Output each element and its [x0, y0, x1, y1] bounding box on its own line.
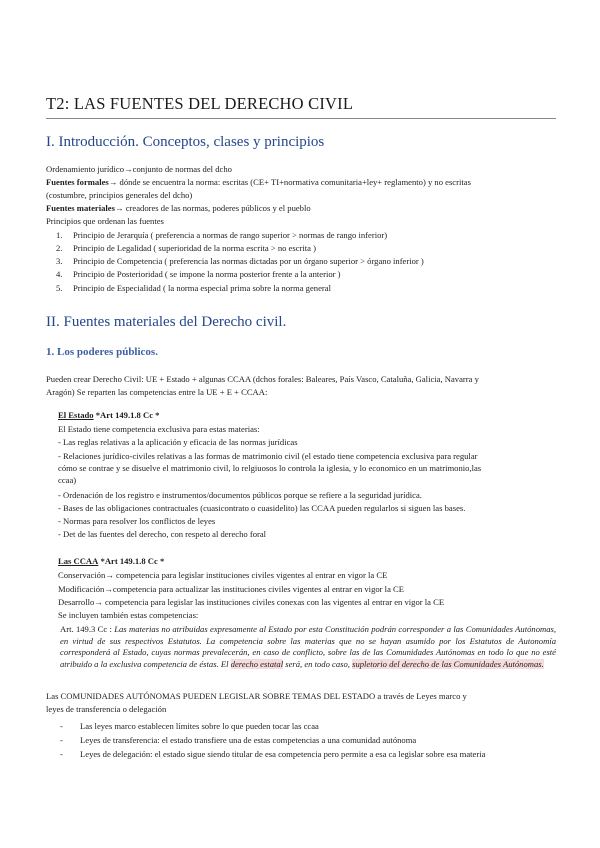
list-number: 5. — [56, 283, 63, 293]
quote-highlight: supletorio del derecho de las Comunidades Autónomas. — [352, 658, 544, 669]
estado-ref: *Art 149.1.8 Cc * — [95, 410, 160, 420]
intro-text-cont: Aragón) Se reparten las competencias entre la UE + E + CCAA: — [46, 387, 268, 397]
list-item: Principio de Legalidad ( superioridad de la norma escrita > no escrita ) — [73, 243, 316, 253]
estado-heading — [58, 410, 159, 420]
dash-bullet: - — [60, 735, 63, 745]
ordenamiento-text: Ordenamiento jurídico→conjunto de normas del dcho — [46, 164, 232, 174]
section-heading-fuentes: II. Fuentes materiales del Derecho civil. — [46, 314, 287, 330]
estado-item: - Normas para resolver los conflictos de leyes — [58, 516, 216, 526]
list-number: 1. — [56, 230, 63, 240]
fuentes-formales-line — [46, 177, 556, 188]
list-number: 2. — [56, 243, 63, 253]
estado-label: El Estado — [58, 410, 94, 420]
quote-body: Las materias no atribuidas expresamente al Estado por esta Constitución podrán corresponder a las Comunidades Autónomas, en virtud de sus respectivos Estatutos. La competencia sobre las materias que no se hayan asumido por los Estatutos de Autonomía corresponderá al Estado, cuyas normas prevalecerán, en caso de conflicto, sobre las de las Comunidades Autónomas en todo lo que no esté atribuido a la exclusiva competencia de éstas. El — [60, 624, 556, 669]
fuentes-materiales-text: → creadores de las normas, poderes públicos y el pueblo — [114, 203, 311, 213]
article-quote — [60, 624, 556, 670]
list-number: 3. — [56, 256, 63, 266]
ccaa-item: Se incluyen también estas competencias: — [58, 610, 199, 620]
list-item: Principio de Jerarquía ( preferencia a normas de rango superior > normas de rango inferior) — [73, 230, 388, 240]
list-item: Principio de Competencia ( preferencia las normas dictadas por un órgano superior > órgano inferior ) — [73, 256, 424, 266]
ccaa-item: Conservación→ competencia para legislar instituciones civiles vigentes al entrar en vigor la CE — [58, 570, 388, 580]
estado-item: ccaa) — [58, 475, 77, 485]
estado-item: - Relaciones jurídico-civiles relativas a las formas de matrimonio civil (el estado tiene competencia exclusiva para regular — [58, 451, 478, 461]
dash-bullet: - — [60, 721, 63, 731]
estado-item: cómo se contrae y se disuelve el matrimonio civil, lo relgiuosos lo controla la iglesia, y lo economico en un matrimonio,las — [58, 463, 482, 473]
section-heading-intro: I. Introducción. Conceptos, clases y principios — [46, 134, 325, 150]
list-number: 4. — [56, 269, 63, 279]
fuentes-materiales-line — [46, 203, 556, 214]
quote-highlight: derecho estatal — [230, 658, 284, 669]
estado-item: - Bases de las obligaciones contractuales (cuasicontrato o cuasidelito) las CCAA pueden regularlos si siguen las bases. — [58, 503, 466, 513]
estado-item: - Las reglas relativas a la aplicación y eficacia de las normas jurídicas — [58, 437, 298, 447]
leyes-item: Leyes de delegación: el estado sigue siendo titular de esa competencia pero permite a esa ca legislar sobre esa materia — [80, 749, 486, 759]
ccaa-item: Modificación→competencia para actualizar las instituciones civiles vigentes al entrar en vigor la CE — [58, 584, 405, 594]
quote-lead: Art. 149.3 Cc : — [60, 624, 112, 634]
subsection-heading: 1. Los poderes públicos. — [46, 346, 158, 358]
fuentes-materiales-label: Fuentes materiales — [46, 203, 115, 213]
page-title: T2: LAS FUENTES DEL DERECHO CIVIL — [46, 94, 556, 119]
fuentes-formales-cont: (costumbre, principios generales del dcho) — [46, 190, 193, 200]
principios-heading: Principios que ordenan las fuentes — [46, 216, 164, 226]
list-item: Principio de Especialidad ( la norma especial prima sobre la norma general — [73, 283, 331, 293]
ccaa-label: Las CCAA — [58, 556, 99, 566]
ccaa-heading — [58, 556, 164, 566]
fuentes-formales-label: Fuentes formales — [46, 177, 109, 187]
fuentes-formales-text: → dónde se encuentra la norma: escritas (CE+ TI+normativa comunitaria+ley+ reglamento) y no escritas — [108, 177, 471, 187]
dash-bullet: - — [60, 749, 63, 759]
intro-text: Pueden crear Derecho Civil: UE + Estado + algunas CCAA (dchos forales: Baleares, País Vasco, Cataluña, Galicia, Navarra y — [46, 374, 479, 384]
quote-mid: será, en todo caso, — [285, 658, 350, 669]
ccaa-item: Desarrollo→ competencia para legislar las instituciones civiles conexas con las vigentes al entrar en vigor la CE — [58, 597, 445, 607]
autonomas-text-cont: leyes de transferencia o delegación — [46, 704, 167, 714]
leyes-item: Las leyes marco establecen límites sobre lo que pueden tocar las ccaa — [80, 721, 319, 731]
estado-line: El Estado tiene competencia exclusiva para estas materias: — [58, 424, 260, 434]
estado-item: - Ordenación de los registro e instrumentos/documentos públicos porque se refiere a la seguridad jurídica. — [58, 490, 422, 500]
list-item: Principio de Posterioridad ( se impone la norma posterior frente a la anterior ) — [73, 269, 341, 279]
ccaa-ref: *Art 149.1.8 Cc * — [100, 556, 165, 566]
estado-item: - Det de las fuentes del derecho, con respeto al derecho foral — [58, 529, 267, 539]
leyes-item: Leyes de transferencia: el estado transfiere una de estas competencias a una comunidad autónoma — [80, 735, 417, 745]
autonomas-text: Las COMUNIDADES AUTÓNOMAS PUEDEN LEGISLAR SOBRE TEMAS DEL ESTADO a través de Leyes marco y — [46, 691, 467, 701]
